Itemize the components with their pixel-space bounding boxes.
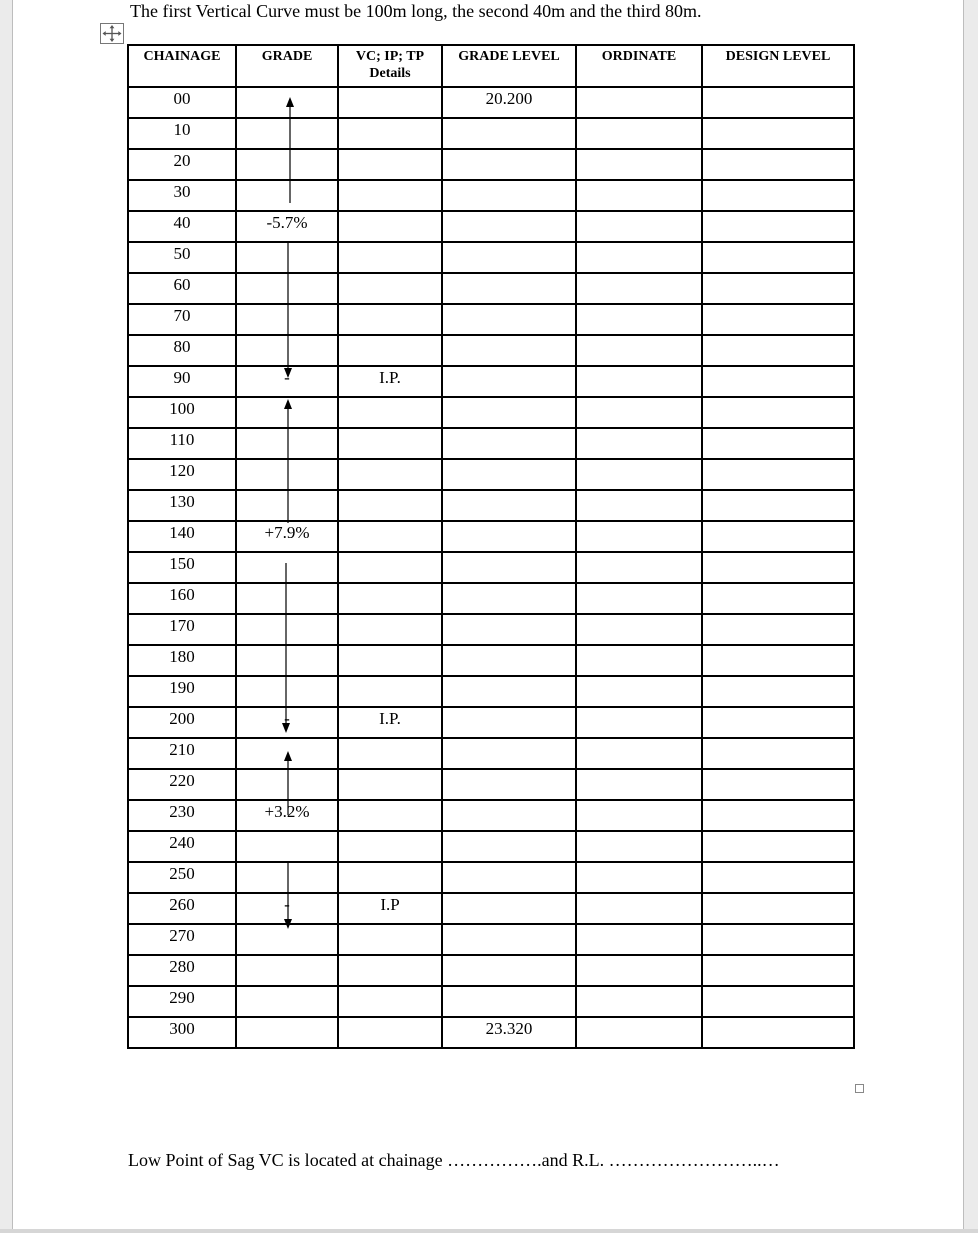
cell-ordinate: [576, 211, 702, 242]
cell-grade: [236, 583, 338, 614]
cell-grade: [236, 1017, 338, 1048]
cell-ordinate: [576, 459, 702, 490]
table-row: [128, 335, 854, 366]
cell-vc-details: [338, 87, 442, 118]
table-row: [128, 800, 854, 831]
cell-grade: +7.9%: [236, 521, 338, 552]
table-row: [128, 180, 854, 211]
cell-grade-level: [442, 397, 576, 428]
table-row: [128, 87, 854, 118]
cell-grade-level: [442, 118, 576, 149]
cell-grade: [236, 738, 338, 769]
cell-vc-details: [338, 645, 442, 676]
cell-grade-level: 20.200: [442, 87, 576, 118]
cell-chainage: 220: [128, 769, 236, 800]
cell-ordinate: [576, 645, 702, 676]
header-vc-line2: Details: [369, 66, 411, 81]
cell-grade: -: [236, 893, 338, 924]
cell-design-level: [702, 924, 854, 955]
cell-grade: [236, 180, 338, 211]
table-move-handle[interactable]: [100, 23, 124, 44]
table-row: [128, 211, 854, 242]
cell-grade-level: [442, 893, 576, 924]
cell-vc-details: [338, 552, 442, 583]
cell-chainage: 120: [128, 459, 236, 490]
cell-grade: [236, 335, 338, 366]
cell-vc-details: [338, 614, 442, 645]
cell-vc-details: [338, 397, 442, 428]
cell-ordinate: [576, 397, 702, 428]
cell-grade: [236, 304, 338, 335]
cell-ordinate: [576, 924, 702, 955]
cell-ordinate: [576, 831, 702, 862]
cell-chainage: 290: [128, 986, 236, 1017]
cell-chainage: 70: [128, 304, 236, 335]
cell-grade-level: [442, 800, 576, 831]
cell-vc-details: [338, 180, 442, 211]
cell-grade: [236, 118, 338, 149]
cell-grade-level: [442, 986, 576, 1017]
cell-design-level: [702, 87, 854, 118]
cell-grade: -: [236, 366, 338, 397]
table-row: [128, 118, 854, 149]
cell-chainage: 140: [128, 521, 236, 552]
cell-chainage: 280: [128, 955, 236, 986]
cell-vc-details: [338, 831, 442, 862]
cell-design-level: [702, 149, 854, 180]
cell-grade: [236, 149, 338, 180]
header-chainage: CHAINAGE: [128, 45, 236, 87]
cell-chainage: 300: [128, 1017, 236, 1048]
cell-vc-details: [338, 583, 442, 614]
cell-chainage: 80: [128, 335, 236, 366]
header-grade-level: GRADE LEVEL: [442, 45, 576, 87]
cell-chainage: 190: [128, 676, 236, 707]
cell-chainage: 240: [128, 831, 236, 862]
cell-vc-details: [338, 459, 442, 490]
cell-grade-level: 23.320: [442, 1017, 576, 1048]
cell-grade: [236, 242, 338, 273]
header-design-level: DESIGN LEVEL: [702, 45, 854, 87]
cell-design-level: [702, 614, 854, 645]
cell-ordinate: [576, 490, 702, 521]
cell-design-level: [702, 738, 854, 769]
cell-ordinate: [576, 366, 702, 397]
header-vc-details: [338, 45, 442, 87]
cell-chainage: 130: [128, 490, 236, 521]
table-row: [128, 893, 854, 924]
cell-chainage: 90: [128, 366, 236, 397]
cell-grade: [236, 552, 338, 583]
cell-design-level: [702, 893, 854, 924]
cell-design-level: [702, 490, 854, 521]
cell-design-level: [702, 397, 854, 428]
cell-grade: [236, 862, 338, 893]
table-row: [128, 366, 854, 397]
cell-grade-level: [442, 831, 576, 862]
cell-grade: [236, 459, 338, 490]
cell-ordinate: [576, 614, 702, 645]
cell-ordinate: [576, 738, 702, 769]
cell-grade: [236, 831, 338, 862]
cell-chainage: 100: [128, 397, 236, 428]
cell-chainage: 20: [128, 149, 236, 180]
header-grade: GRADE: [236, 45, 338, 87]
cell-ordinate: [576, 87, 702, 118]
table-row: [128, 862, 854, 893]
cell-design-level: [702, 459, 854, 490]
cell-design-level: [702, 955, 854, 986]
cell-grade-level: [442, 645, 576, 676]
table-row: [128, 831, 854, 862]
cell-grade: [236, 986, 338, 1017]
cell-design-level: [702, 118, 854, 149]
cell-design-level: [702, 180, 854, 211]
cell-ordinate: [576, 676, 702, 707]
cell-vc-details: [338, 955, 442, 986]
cell-design-level: [702, 428, 854, 459]
table-row: [128, 552, 854, 583]
table-row: [128, 428, 854, 459]
cell-chainage: 30: [128, 180, 236, 211]
cell-grade-level: [442, 211, 576, 242]
cell-ordinate: [576, 118, 702, 149]
cell-chainage: 60: [128, 273, 236, 304]
cell-design-level: [702, 986, 854, 1017]
cell-design-level: [702, 1017, 854, 1048]
cell-vc-details: I.P: [338, 893, 442, 924]
cell-ordinate: [576, 149, 702, 180]
cell-design-level: [702, 583, 854, 614]
cell-design-level: [702, 304, 854, 335]
cell-chainage: 270: [128, 924, 236, 955]
cell-design-level: [702, 831, 854, 862]
cell-chainage: 180: [128, 645, 236, 676]
table-row: [128, 707, 854, 738]
table-row: [128, 397, 854, 428]
table-row: [128, 955, 854, 986]
move-arrows-icon: [101, 24, 123, 43]
cell-grade: [236, 645, 338, 676]
cell-ordinate: [576, 769, 702, 800]
cell-grade: [236, 614, 338, 645]
cell-grade-level: [442, 304, 576, 335]
cell-ordinate: [576, 428, 702, 459]
table-row: [128, 583, 854, 614]
cell-vc-details: [338, 273, 442, 304]
cell-grade: +3.2%: [236, 800, 338, 831]
bottom-page-margin: [0, 1229, 978, 1233]
cell-ordinate: [576, 304, 702, 335]
cell-ordinate: [576, 242, 702, 273]
cell-grade: [236, 676, 338, 707]
cell-vc-details: I.P.: [338, 366, 442, 397]
cell-chainage: 260: [128, 893, 236, 924]
cell-chainage: 200: [128, 707, 236, 738]
cell-ordinate: [576, 800, 702, 831]
cell-design-level: [702, 862, 854, 893]
footer-question: Low Point of Sag VC is located at chainage …………….and R.L. ……………………..…: [128, 1150, 780, 1170]
cell-grade: [236, 397, 338, 428]
cell-ordinate: [576, 335, 702, 366]
cell-vc-details: [338, 149, 442, 180]
table-row: [128, 490, 854, 521]
cell-grade: [236, 769, 338, 800]
cell-chainage: 210: [128, 738, 236, 769]
cell-design-level: [702, 552, 854, 583]
table-row: [128, 614, 854, 645]
table-row: [128, 676, 854, 707]
cell-design-level: [702, 521, 854, 552]
cell-grade: [236, 273, 338, 304]
table-row: [128, 738, 854, 769]
cell-grade: [236, 87, 338, 118]
table-row: [128, 645, 854, 676]
cell-vc-details: [338, 676, 442, 707]
cell-design-level: [702, 366, 854, 397]
cell-chainage: 50: [128, 242, 236, 273]
cell-vc-details: I.P.: [338, 707, 442, 738]
table-row: [128, 149, 854, 180]
cell-ordinate: [576, 521, 702, 552]
cell-vc-details: [338, 769, 442, 800]
header-ordinate: ORDINATE: [576, 45, 702, 87]
cell-grade-level: [442, 707, 576, 738]
table-row: [128, 273, 854, 304]
cell-grade-level: [442, 490, 576, 521]
cell-grade-level: [442, 862, 576, 893]
table-row: [128, 459, 854, 490]
cell-ordinate: [576, 552, 702, 583]
cell-chainage: 10: [128, 118, 236, 149]
cell-vc-details: [338, 211, 442, 242]
cell-chainage: 230: [128, 800, 236, 831]
cell-vc-details: [338, 800, 442, 831]
cell-ordinate: [576, 180, 702, 211]
cell-vc-details: [338, 304, 442, 335]
header-row: [128, 45, 854, 87]
left-page-margin: [0, 0, 13, 1233]
cell-grade-level: [442, 459, 576, 490]
cell-chainage: 160: [128, 583, 236, 614]
cell-grade-level: [442, 242, 576, 273]
cell-grade: -: [236, 707, 338, 738]
cell-grade: [236, 955, 338, 986]
cell-ordinate: [576, 955, 702, 986]
cell-chainage: 170: [128, 614, 236, 645]
cell-grade-level: [442, 676, 576, 707]
cell-grade: [236, 490, 338, 521]
cell-grade-level: [442, 614, 576, 645]
cell-vc-details: [338, 738, 442, 769]
table-row: [128, 242, 854, 273]
cell-vc-details: [338, 335, 442, 366]
cell-ordinate: [576, 862, 702, 893]
cell-vc-details: [338, 862, 442, 893]
cell-grade-level: [442, 552, 576, 583]
table-row: [128, 304, 854, 335]
cell-ordinate: [576, 1017, 702, 1048]
vertical-curve-table: [127, 44, 855, 1049]
cell-chainage: 00: [128, 87, 236, 118]
cell-grade-level: [442, 769, 576, 800]
cell-grade-level: [442, 273, 576, 304]
cell-grade: [236, 924, 338, 955]
cell-grade-level: [442, 583, 576, 614]
cell-grade-level: [442, 738, 576, 769]
cell-grade: -5.7%: [236, 211, 338, 242]
cell-chainage: 40: [128, 211, 236, 242]
cell-design-level: [702, 273, 854, 304]
cell-design-level: [702, 645, 854, 676]
cell-ordinate: [576, 583, 702, 614]
cell-vc-details: [338, 521, 442, 552]
cell-vc-details: [338, 1017, 442, 1048]
cell-design-level: [702, 242, 854, 273]
cell-design-level: [702, 800, 854, 831]
cell-grade-level: [442, 149, 576, 180]
cell-vc-details: [338, 242, 442, 273]
table-row: [128, 521, 854, 552]
table-row: [128, 1017, 854, 1048]
cell-chainage: 150: [128, 552, 236, 583]
table-row: [128, 769, 854, 800]
cell-ordinate: [576, 273, 702, 304]
header-vc-line1: VC; IP; TP: [355, 49, 425, 64]
cell-grade-level: [442, 955, 576, 986]
cell-chainage: 250: [128, 862, 236, 893]
cell-grade-level: [442, 180, 576, 211]
table-row: [128, 986, 854, 1017]
cell-vc-details: [338, 428, 442, 459]
instruction-text: The first Vertical Curve must be 100m long, the second 40m and the third 80m.: [130, 1, 702, 21]
table-row: [128, 924, 854, 955]
cell-design-level: [702, 211, 854, 242]
cell-grade-level: [442, 924, 576, 955]
cell-ordinate: [576, 986, 702, 1017]
table-resize-handle[interactable]: [855, 1084, 864, 1093]
cell-design-level: [702, 335, 854, 366]
cell-grade-level: [442, 428, 576, 459]
cell-design-level: [702, 707, 854, 738]
cell-grade-level: [442, 521, 576, 552]
cell-design-level: [702, 676, 854, 707]
cell-vc-details: [338, 490, 442, 521]
cell-grade: [236, 428, 338, 459]
cell-grade-level: [442, 366, 576, 397]
cell-design-level: [702, 769, 854, 800]
cell-grade-level: [442, 335, 576, 366]
right-page-margin: [963, 0, 978, 1233]
cell-ordinate: [576, 707, 702, 738]
cell-vc-details: [338, 986, 442, 1017]
cell-vc-details: [338, 924, 442, 955]
cell-chainage: 110: [128, 428, 236, 459]
cell-vc-details: [338, 118, 442, 149]
cell-ordinate: [576, 893, 702, 924]
